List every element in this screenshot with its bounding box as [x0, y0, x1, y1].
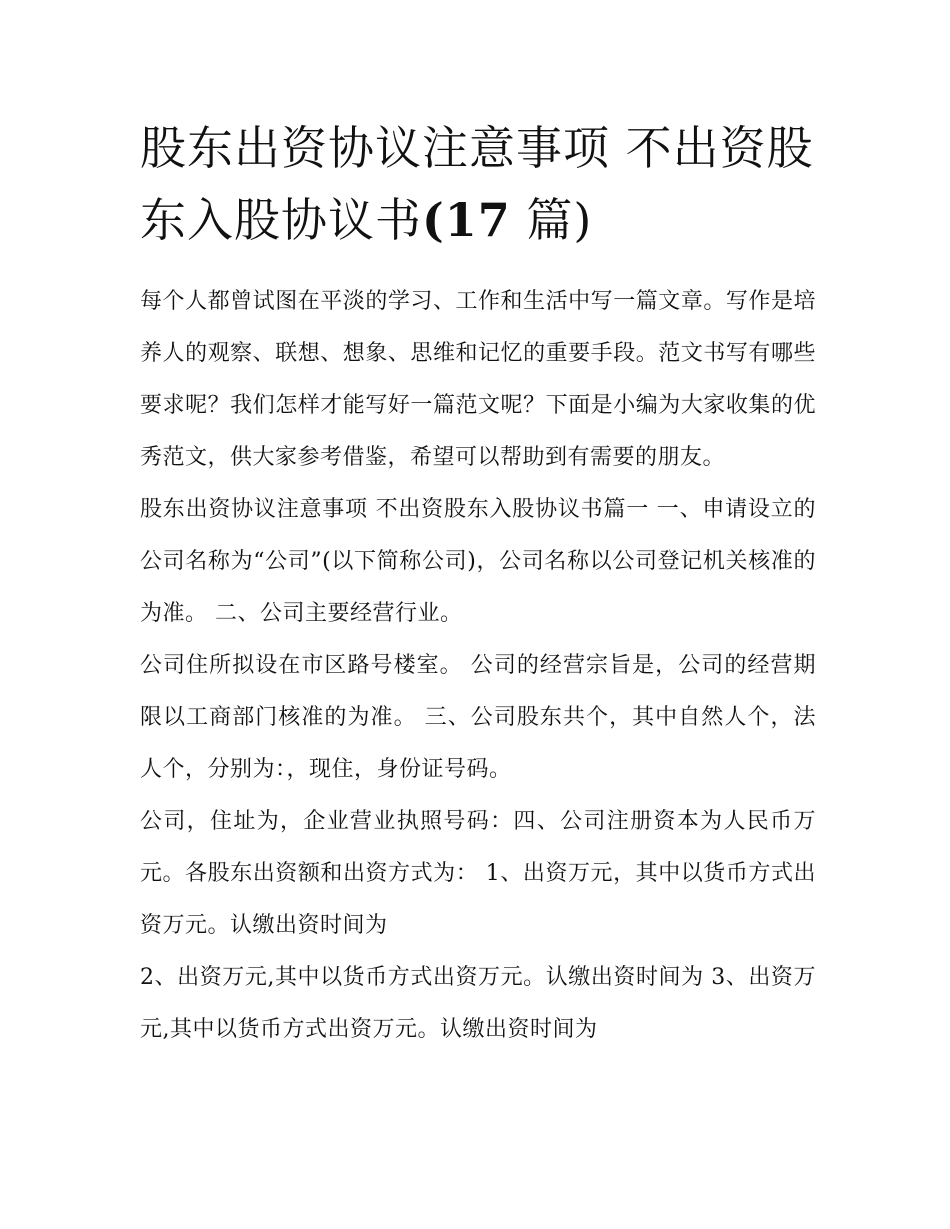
title-text: 股东出资协议注意事项 不出资股东入股协议书 — [140, 121, 814, 247]
document-body — [140, 276, 816, 1056]
intro-paragraph: 每个人都曾试图在平淡的学习、工作和生活中写一篇文章。写作是培养人的观察、联想、想象、思维和记忆的重要手段。范文书写有哪些要求呢？我们怎样才能写好一篇范文呢？下面是小编为大家收集的优秀范文，供大家参考借鉴，希望可以帮助到有需要的朋友。 — [140, 289, 816, 470]
body-paragraph: 公司住所拟设在市区路号楼室。 公司的经营宗旨是，公司的经营期限以工商部门核准的为准。 三、公司股东共个，其中自然人个，法人个，分别为：，现住，身份证号码。 — [140, 653, 816, 782]
body-paragraph: 股东出资协议注意事项 不出资股东入股协议书篇一 一、申请设立的公司名称为“公司”(以下简称公司)，公司名称以公司登记机关核准的为准。 二、公司主要经营行业。 — [140, 497, 816, 626]
title-count: (17 — [422, 193, 511, 247]
body-paragraph: 公司，住址为，企业营业执照号码：四、公司注册资本为人民币万元。各股东出资额和出资方式为： 1、出资万元，其中以货币方式出资万元。认缴出资时间为 — [140, 809, 816, 938]
body-paragraph: 2、出资万元,其中以货币方式出资万元。认缴出资时间为 3、出资万元,其中以货币方式出资万元。认缴出资时间为 — [140, 965, 816, 1042]
title-suffix: 篇) — [510, 193, 593, 247]
document-title — [140, 112, 820, 256]
